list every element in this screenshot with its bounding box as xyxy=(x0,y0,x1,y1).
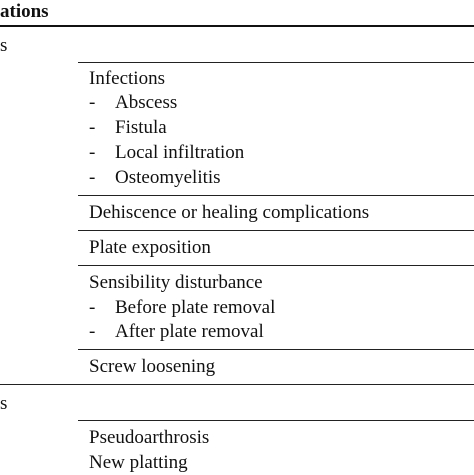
group-1-label: s xyxy=(0,35,8,56)
dash: - xyxy=(89,321,96,342)
group-rule xyxy=(0,384,474,385)
table-header: ations xyxy=(0,1,49,22)
list-item: Osteomyelitis xyxy=(115,167,221,188)
row-title-dehiscence: Dehiscence or healing complications xyxy=(89,202,370,223)
group-1-rule xyxy=(78,62,474,63)
row-title-new-platting: New platting xyxy=(89,452,188,473)
dash: - xyxy=(89,117,96,138)
group-2-label: s xyxy=(0,393,8,414)
list-item: Before plate removal xyxy=(115,297,276,318)
row-title-screw-loosening: Screw loosening xyxy=(89,356,216,377)
row-rule xyxy=(78,349,474,350)
list-item: After plate removal xyxy=(115,321,264,342)
row-title-pseudoarthrosis: Pseudoarthrosis xyxy=(89,427,210,448)
list-item: Local infiltration xyxy=(115,142,245,163)
row-title-plate-exposition: Plate exposition xyxy=(89,237,211,258)
header-rule xyxy=(0,25,474,27)
row-rule xyxy=(78,195,474,196)
dash: - xyxy=(89,167,96,188)
dash: - xyxy=(89,142,96,163)
row-rule xyxy=(78,230,474,231)
list-item: Abscess xyxy=(115,92,178,113)
row-title-infections: Infections xyxy=(89,68,165,89)
group-2-rule xyxy=(78,420,474,421)
dash: - xyxy=(89,297,96,318)
row-rule xyxy=(78,265,474,266)
row-title-sensibility: Sensibility disturbance xyxy=(89,272,263,293)
list-item: Fistula xyxy=(115,117,167,138)
dash: - xyxy=(89,92,96,113)
